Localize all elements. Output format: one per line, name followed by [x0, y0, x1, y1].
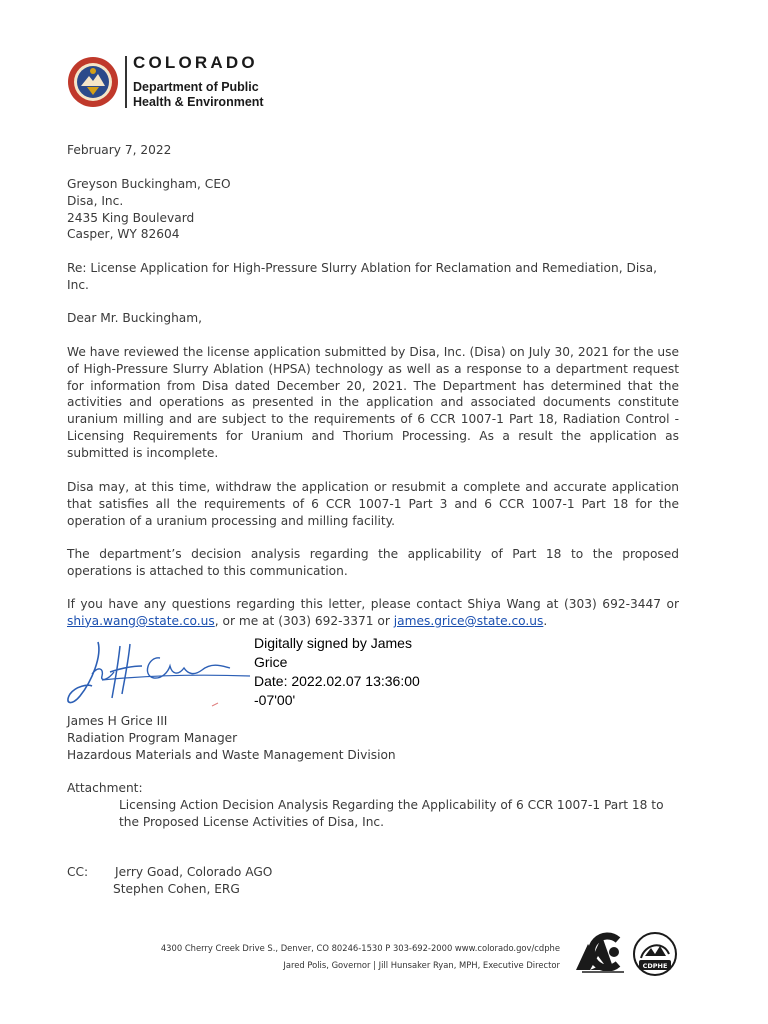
- digital-signature-line: Grice: [254, 654, 288, 670]
- subject-line: Re: License Application for High-Pressure Slurry Ablation for Reclamation and Remediation, Disa, Inc.: [67, 261, 657, 292]
- header-dept-line: Health & Environment: [133, 95, 264, 109]
- email-link-james[interactable]: james.grice@state.co.us: [393, 613, 544, 628]
- cc-label: CC:: [67, 865, 89, 879]
- contact-text: If you have any questions regarding this letter, please contact Shiya Wang at (303) 692-3447 or: [67, 597, 679, 611]
- body-paragraph-4: [67, 596, 679, 630]
- body-paragraph-2: Disa may, at this time, withdraw the application or resubmit a complete and accurate application that satisfies all the requirements of 6 CCR 1007-1 Part 3 and 6 CCR 1007-1 Part 18 for the operation of a uranium processing and milling facility.: [67, 480, 679, 528]
- header-dept-line: Department of Public: [133, 80, 259, 94]
- recipient-address: [67, 176, 679, 243]
- signer-block: [67, 713, 679, 763]
- attachment-label: Attachment:: [67, 781, 143, 795]
- recipient-line: Disa, Inc.: [67, 193, 124, 208]
- header-state-name: COLORADO: [133, 53, 258, 72]
- signer-name: James H Grice III: [67, 714, 168, 728]
- recipient-line: Greyson Buckingham, CEO: [67, 177, 231, 191]
- signer-title: Radiation Program Manager: [67, 730, 238, 745]
- attachment-description: [119, 797, 684, 831]
- email-link-shiya[interactable]: shiya.wang@state.co.us: [67, 613, 215, 628]
- digital-signature-line: -07'00': [254, 692, 296, 708]
- body-paragraph-3: The department’s decision analysis regarding the applicability of Part 18 to the proposed operations is attached to this communication.: [67, 547, 679, 578]
- digital-signature-line: Date: 2022.02.07 13:36:00: [254, 673, 420, 689]
- contact-text: .: [543, 613, 548, 628]
- body-paragraph-1: We have reviewed the license application submitted by Disa, Inc. (Disa) on July 30, 2021 for the use of High-Pressure Slurry Ablation (HPSA) technology as well as a response to a department request for information from Disa dated December 20, 2021. The Department has determined that the activities and operations as presented in the application and associated documents constitute uranium milling and are subject to the requirements of 6 CCR 1007-1 Part 18, Radiation Control - Licensing Requirements for Uranium and Thorium Processing. As a result the application as submitted is incomplete.: [67, 345, 679, 460]
- salutation: Dear Mr. Buckingham,: [67, 311, 203, 325]
- cdphe-logo-text: CDPHE: [642, 962, 668, 970]
- letter-date: February 7, 2022: [67, 143, 172, 157]
- recipient-line: 2435 King Boulevard: [67, 210, 195, 225]
- cdphe-logo-icon: [633, 932, 677, 976]
- recipient-line: Casper, WY 82604: [67, 227, 180, 242]
- header-department: [133, 80, 264, 110]
- attachment-line: the Proposed License Activities of Disa, Inc.: [119, 814, 385, 829]
- digital-signature-stamp: [254, 634, 454, 710]
- cc-list: [113, 864, 413, 898]
- signer-division: Hazardous Materials and Waste Management Division: [67, 747, 396, 762]
- digital-signature-line: Digitally signed by James: [254, 635, 412, 651]
- contact-text: , or me at (303) 692-3371 or: [214, 613, 394, 628]
- attachment-line: Licensing Action Decision Analysis Regarding the Applicability of 6 CCR 1007-1 Part 18 to: [119, 798, 664, 812]
- header-divider: [125, 56, 127, 108]
- colorado-state-seal-icon: [67, 56, 119, 108]
- cc-name: Jerry Goad, Colorado AGO: [115, 865, 273, 879]
- handwritten-signature: [62, 636, 252, 716]
- footer-address: 4300 Cherry Creek Drive S., Denver, CO 80246-1530 P 303-692-2000 www.colorado.gov/cdphe: [160, 943, 560, 953]
- footer-officials: Jared Polis, Governor | Jill Hunsaker Ryan, MPH, Executive Director: [283, 960, 560, 970]
- cc-name: Stephen Cohen, ERG: [113, 881, 240, 896]
- colorado-c-logo-icon: [574, 930, 630, 974]
